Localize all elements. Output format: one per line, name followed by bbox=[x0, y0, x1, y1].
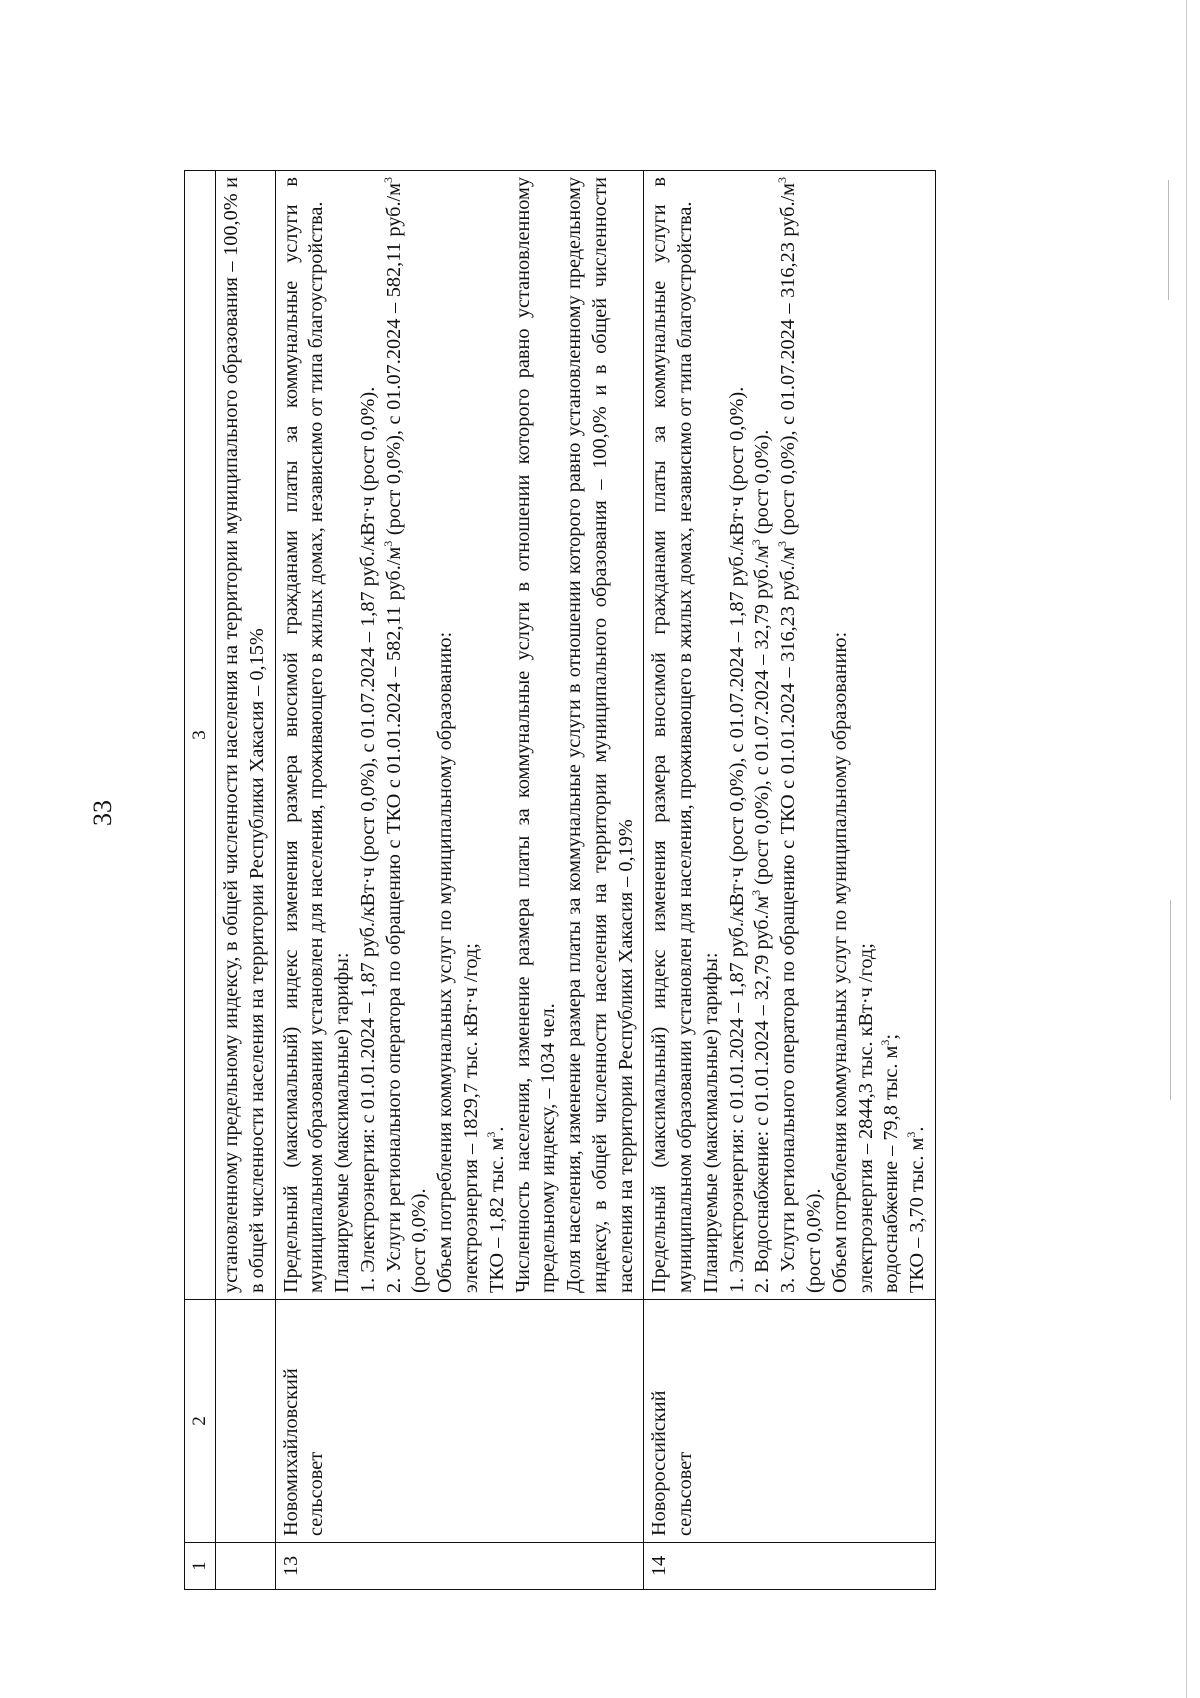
scan-artifact bbox=[1168, 180, 1169, 300]
consumption-water-text: водоснабжение – 79,8 тыс. м bbox=[880, 1045, 903, 1293]
continuation-text bbox=[216, 171, 276, 1300]
superscript: 3 bbox=[484, 1131, 499, 1138]
superscript: 3 bbox=[775, 177, 790, 184]
scan-artifact bbox=[1186, 0, 1187, 1698]
superscript: 3 bbox=[380, 540, 395, 547]
row-number: 14 bbox=[644, 1543, 935, 1590]
tariff-tko-part-3: (рост 0,0%). bbox=[802, 1188, 825, 1293]
consumption-electricity: электроэнергия – 1829,7 тыс. кВт·ч /год; bbox=[460, 943, 483, 1293]
tariff-tko-part-3: (рост 0,0%). bbox=[408, 1188, 431, 1293]
row-description bbox=[275, 171, 644, 1300]
tariff-tko-part-1: 2. Услуги регионального оператора по обращению с ТКО с 01.01.2024 – 582,11 руб./м bbox=[382, 546, 405, 1293]
row-number-empty bbox=[216, 1543, 276, 1590]
tariff-water-part-2: (рост 0,0%), с 01.07.2024 – 32,79 руб./м bbox=[751, 545, 774, 890]
table-row bbox=[275, 171, 644, 1590]
index-statement: Предельный (максимальный) индекс изменения размера вносимой гражданами платы за коммунальные услуги в муниципальном образовании установлен для населения, проживающего в жилых домах, независимо от типа благоустройства. bbox=[279, 177, 328, 1293]
header-col-2: 2 bbox=[185, 1300, 216, 1543]
tariff-electricity: 1. Электроэнергия: с 01.01.2024 – 1,87 руб./кВт·ч (рост 0,0%), с 01.07.2024 – 1,87 руб./кВт·ч (рост 0,0%). bbox=[725, 386, 748, 1293]
scan-artifact bbox=[1170, 900, 1171, 1100]
tariff-tko-part-2: (рост 0,0%), с 01.07.2024 – 316,23 руб./м bbox=[777, 183, 800, 541]
tariff-tko bbox=[382, 177, 434, 1293]
consumption-tko bbox=[905, 177, 931, 1293]
population-count: Численность населения, изменение размера платы за коммунальные услуги в отношении которого равно установленному предельному индексу, – 1034 чел. bbox=[511, 177, 560, 1293]
superscript: 3 bbox=[749, 539, 764, 546]
table-row-continuation bbox=[216, 171, 276, 1590]
header-col-3: 3 bbox=[185, 171, 216, 1300]
row-description bbox=[644, 171, 935, 1300]
page-number: 33 bbox=[88, 800, 117, 826]
tariff-tko-part-1: 3. Услуги регионального оператора по обращению с ТКО с 01.01.2024 – 316,23 руб./м bbox=[777, 546, 800, 1293]
tariffs-heading: Планируемые (максимальные) тарифы: bbox=[331, 952, 354, 1293]
superscript: 3 bbox=[380, 177, 395, 183]
consumption-heading: Объем потребления коммунальных услуг по муниципальному образованию: bbox=[828, 631, 851, 1293]
table-row bbox=[644, 171, 935, 1590]
tariff-water-part-1: 2. Водоснабжение: с 01.01.2024 – 32,79 руб./м bbox=[751, 895, 774, 1293]
superscript: 3 bbox=[775, 540, 790, 547]
punct: ; bbox=[880, 1033, 903, 1040]
consumption-tko-text: ТКО – 1,82 тыс. м bbox=[485, 1137, 508, 1293]
tariff-electricity: 1. Электроэнергия: с 01.01.2024 – 1,87 руб./кВт·ч (рост 0,0%), с 01.07.2024 – 1,87 руб./кВт·ч (рост 0,0%). bbox=[356, 386, 379, 1293]
consumption-tko bbox=[485, 177, 511, 1293]
rotated-table-sheet bbox=[184, 170, 1054, 1590]
population-share: Доля населения, изменение размера платы за коммунальные услуги в отношении которого равно установленному предельному индексу, в общей численности населения на территории муниципального образования – 100,0% и в общей численности населения на территории Республики Хакасия – 0,19% bbox=[563, 177, 637, 1293]
superscript: 3 bbox=[904, 1131, 919, 1138]
row-name-empty bbox=[216, 1300, 276, 1543]
tariff-table bbox=[184, 170, 936, 1590]
punct: . bbox=[485, 1126, 508, 1132]
tariff-tko-part-2: (рост 0,0%), с 01.07.2024 – 582,11 руб./м bbox=[382, 183, 405, 541]
consumption-electricity: электроэнергия – 2844,3 тыс. кВт·ч /год; bbox=[854, 943, 877, 1293]
table-header-row bbox=[185, 171, 216, 1590]
consumption-water bbox=[879, 177, 905, 1293]
punct: . bbox=[906, 1126, 929, 1132]
index-statement: Предельный (максимальный) индекс изменения размера вносимой гражданами платы за коммунальные услуги в муниципальном образовании установлен для населения, проживающего в жилых домах, независимо от типа благоустройства. bbox=[648, 177, 697, 1293]
superscript: 3 bbox=[878, 1039, 893, 1046]
consumption-tko-text: ТКО – 3,70 тыс. м bbox=[906, 1137, 929, 1293]
tariff-tko bbox=[776, 177, 828, 1293]
municipality-name: Новороссийский сельсовет bbox=[644, 1300, 935, 1543]
tariff-water bbox=[750, 177, 776, 1293]
consumption-heading: Объем потребления коммунальных услуг по муниципальному образованию: bbox=[434, 631, 457, 1293]
continuation-paragraph: установленному предельному индексу, в общей численности населения на территории муниципального образования – 100,0% и в общей численности населения на территории Республики Хакасия – 0,15% bbox=[220, 177, 268, 1293]
row-number: 13 bbox=[275, 1543, 644, 1590]
superscript: 3 bbox=[749, 889, 764, 896]
municipality-name: Новомихайловский сельсовет bbox=[275, 1300, 644, 1543]
header-col-1: 1 bbox=[185, 1543, 216, 1590]
tariffs-heading: Планируемые (максимальные) тарифы: bbox=[699, 952, 722, 1293]
tariff-water-part-3: (рост 0,0%). bbox=[751, 429, 774, 540]
